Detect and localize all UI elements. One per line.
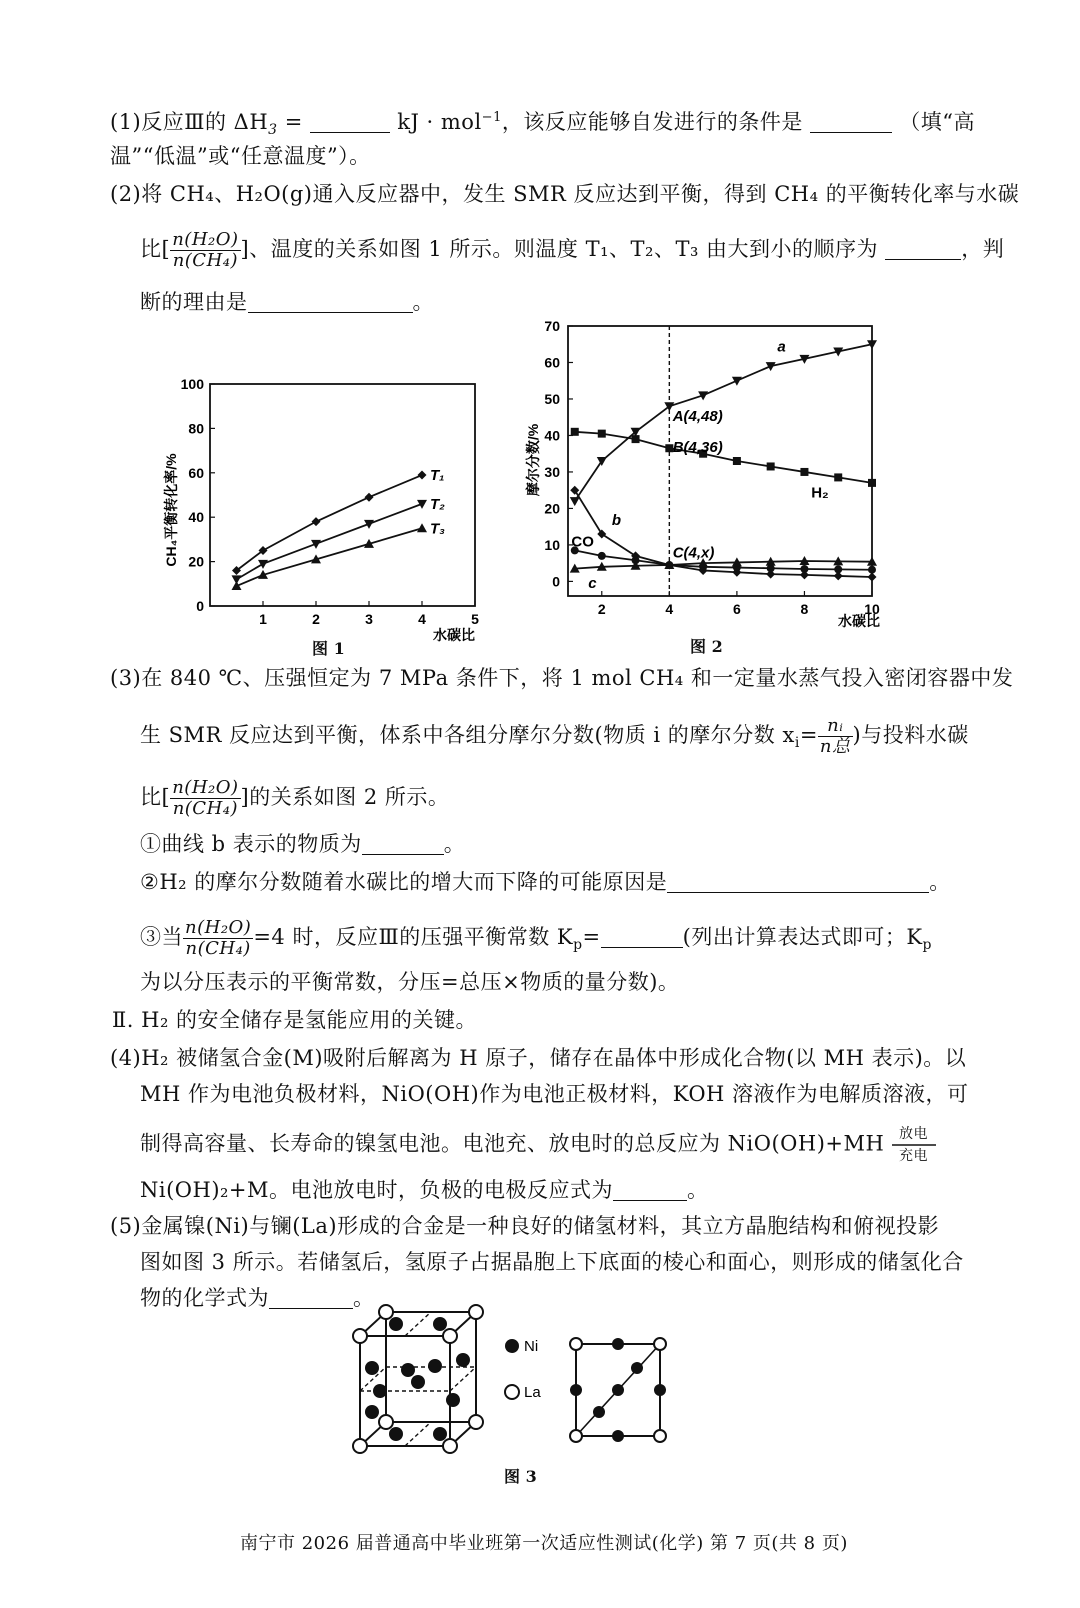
figure-2-data-point [570, 486, 579, 495]
figure-2-data-point [598, 552, 606, 560]
q1-line1: (1)反应Ⅲ的 $\Delta H_3$ = kJ · mol$^{-1}$，该反应能够自发进行的条件是 （填“高 [110, 110, 975, 139]
figure-1-ytick-label: 20 [188, 553, 204, 570]
figure-3-caption: 图 3 [504, 1467, 537, 1486]
figure-2-annotation: b [611, 511, 622, 529]
figure-2-data-point [868, 479, 876, 487]
part-2-heading: Ⅱ. H₂ 的安全储存是氢能应用的关键。 [112, 1008, 478, 1032]
answer-blank[interactable] [601, 925, 683, 948]
legend-ni-label: Ni [524, 1338, 539, 1355]
figure-2-annotation: CO [571, 533, 594, 551]
water-carbon-ratio-fraction: $\frac{\text{n(H₂O)}}{\text{n(CH₄)}}$ [172, 777, 239, 819]
figure-2-data-point [868, 573, 877, 582]
figure-2-annotation: B(4,36) [672, 438, 723, 456]
q3-line2: 生 SMR 反应达到平衡，体系中各组分摩尔分数(物质 i 的摩尔分数 $x_i=$ $\frac{\text{nᵢ}}{\text{n总}}$ )与投料水碳 [140, 715, 969, 757]
q3-sub2: ②H₂ 的摩尔分数随着水碳比的增大而下降的可能原因是 。 [140, 870, 951, 894]
figure-1-series-label: T₃ [430, 520, 445, 538]
figure-2-ytick-label: 50 [544, 390, 560, 407]
figure-2-data-point [834, 565, 842, 573]
q2-line1: (2)将 CH₄、H₂O(g)通入反应器中，发生 SMR 反应达到平衡，得到 CH₄ 的平衡转化率与水碳 [110, 182, 1020, 206]
figure-1-ytick-label: 40 [188, 509, 204, 526]
figure-1-chart [150, 370, 510, 660]
answer-blank[interactable] [885, 237, 961, 260]
figure-1-ytick-label: 0 [196, 598, 204, 614]
water-carbon-ratio-fraction: $\frac{\text{n(H₂O)}}{\text{n(CH₄)}}$ [172, 229, 239, 271]
reversible-arrow: 放电 充电 [892, 1126, 936, 1164]
figure-2-xtick-label: 6 [732, 601, 741, 617]
figure-2-data-point [834, 473, 842, 481]
q1-line2: 温”“低温”或“任意温度”）。 [110, 144, 371, 168]
figure-2-data-point [800, 565, 808, 573]
answer-blank[interactable] [310, 110, 390, 133]
answer-blank[interactable] [362, 832, 444, 855]
answer-blank[interactable] [248, 290, 413, 313]
figure-2-xtick-label: 2 [597, 601, 606, 617]
figure-1-xtick-label: 1 [259, 611, 267, 627]
figure-2-ytick-label: 10 [544, 536, 560, 553]
q5-line1: (5)金属镍(Ni)与镧(La)形成的合金是一种良好的储氢材料，其立方晶胞结构和俯视投影 [110, 1214, 940, 1238]
q3-sub3-line2: 为以分压表示的平衡常数，分压=总压×物质的量分数)。 [140, 970, 680, 994]
q4-line1: (4)H₂ 被储氢合金(M)吸附后解离为 H 原子，储存在晶体中形成化合物(以 MH 表示)。以 [110, 1046, 967, 1070]
figure-2-xlabel: 水碳比 [838, 613, 880, 629]
figure-1-xtick-label: 5 [471, 611, 479, 627]
q2-line2: 比[ $\frac{\text{n(H₂O)}}{\text{n(CH₄)}}$ ]、温度的关系如图 1 所示。则温度 T₁、T₂、T₃ 由大到小的顺序为 ，判 [140, 229, 1005, 271]
figure-2-annotation: H₂ [811, 484, 829, 502]
figure-1-ytick-label: 80 [188, 420, 204, 437]
figure-2-data-point [732, 377, 742, 386]
figure-2-annotation: a [777, 338, 786, 356]
top-view-projection [570, 1338, 666, 1442]
figure-2-ylabel: 摩尔分数/% [525, 423, 541, 497]
figure-1-xlabel: 水碳比 [433, 627, 475, 643]
q4-line4: Ni(OH)₂+M。电池放电时，负极的电极反应式为 。 [140, 1178, 709, 1202]
figure-2-chart [520, 310, 900, 630]
figure-1-data-point [365, 493, 374, 502]
figure-2-ytick-label: 30 [544, 463, 560, 480]
figure-2-ytick-label: 60 [544, 354, 560, 371]
figure-2-data-point [598, 430, 606, 438]
figure-2-data-point [766, 362, 776, 371]
figure-2-xtick-label: 4 [665, 601, 674, 617]
figure-2-data-point [632, 435, 640, 443]
figure-2-series-line-1 [575, 344, 872, 501]
legend-la-icon [505, 1385, 519, 1399]
figure-2-ytick-label: 0 [552, 573, 560, 590]
q3-sub3: ③当 $\frac{\text{n(H₂O)}}{\text{n(CH₄)}}$ =4 时，反应Ⅲ的压强平衡常数 $K_p=$ (列出计算表达式即可；$K_p$ [140, 917, 932, 959]
figure-3-unit-cell [340, 1300, 680, 1470]
figure-1-xtick-label: 2 [312, 611, 320, 627]
figure-1-series-label: T₂ [430, 495, 445, 513]
figure-2-data-point [733, 457, 741, 465]
figure-2-data-point [571, 428, 579, 436]
figure-1-data-point [312, 517, 321, 526]
figure-2-ytick-label: 20 [544, 500, 560, 517]
q2-line3: 断的理由是 。 [140, 290, 434, 314]
figure-2-data-point [800, 468, 808, 476]
figure-1-xtick-label: 4 [418, 611, 426, 627]
figure-1-data-point [258, 560, 268, 569]
figure-2-data-point [868, 566, 876, 574]
figure-1-ytick-label: 60 [188, 464, 204, 481]
figure-2-series-line-2 [575, 432, 872, 483]
figure-2-ytick-label: 40 [544, 427, 560, 444]
figure-2-ytick-label: 70 [544, 318, 560, 334]
q5-line3: 物的化学式为 。 [140, 1286, 375, 1310]
page-footer: 南宁市 2026 届普通高中毕业班第一次适应性测试(化学) 第 7 页(共 8 页) [240, 1533, 848, 1554]
answer-blank[interactable] [667, 870, 929, 893]
figure-2-annotation: C(4,x) [672, 544, 715, 562]
q5-line2: 图如图 3 所示。若储氢后，氢原子占据晶胞上下底面的棱心和面心，则形成的储氢化合 [140, 1250, 964, 1274]
legend-ni-icon [505, 1339, 519, 1353]
figure-2-annotation: c [588, 574, 597, 592]
figure-2-data-point [570, 497, 580, 506]
figure-2-plot-frame [568, 326, 872, 596]
q3-line3: 比[ $\frac{\text{n(H₂O)}}{\text{n(CH₄)}}$ ]的关系如图 2 所示。 [140, 777, 450, 819]
figure-2-data-point [597, 529, 606, 538]
q3-sub1: ①曲线 b 表示的物质为 。 [140, 832, 466, 856]
figure-1-data-point [417, 523, 427, 532]
answer-blank[interactable] [613, 1178, 687, 1201]
mole-fraction-fraction: $\frac{\text{nᵢ}}{\text{n总}}$ [819, 715, 851, 757]
figure-1-caption: 图 1 [312, 639, 345, 658]
figure-2-series-line-3 [575, 490, 872, 577]
legend-la-label: La [524, 1384, 541, 1401]
figure-1-series-label: T₁ [430, 467, 445, 485]
figure-2-caption: 图 2 [690, 637, 723, 656]
figure-1-xtick-label: 3 [365, 611, 373, 627]
figure-1-data-point [418, 471, 427, 480]
q4-line2: MH 作为电池负极材料，NiO(OH)作为电池正极材料，KOH 溶液作为电解质溶液，可 [140, 1082, 969, 1106]
figure-2-data-point [767, 462, 775, 470]
figure-1-ylabel: CH₄平衡转化率/% [163, 453, 179, 567]
q3-line1: (3)在 840 ℃、压强恒定为 7 MPa 条件下，将 1 mol CH₄ 和一定量水蒸气投入密闭容器中发 [110, 666, 1014, 690]
figure-2-annotation: A(4,48) [672, 407, 723, 425]
figure-2-xtick-label: 10 [864, 601, 880, 617]
q4-line3: 制得高容量、长寿命的镍氢电池。电池充、放电时的总反应为 NiO(OH)+MH 放电 充电 [140, 1126, 936, 1164]
answer-blank[interactable] [810, 110, 892, 133]
figure-1-ytick-label: 100 [180, 376, 204, 392]
figure-2-xtick-label: 8 [800, 601, 809, 617]
water-carbon-ratio-fraction: $\frac{\text{n(H₂O)}}{\text{n(CH₄)}}$ [185, 917, 252, 959]
